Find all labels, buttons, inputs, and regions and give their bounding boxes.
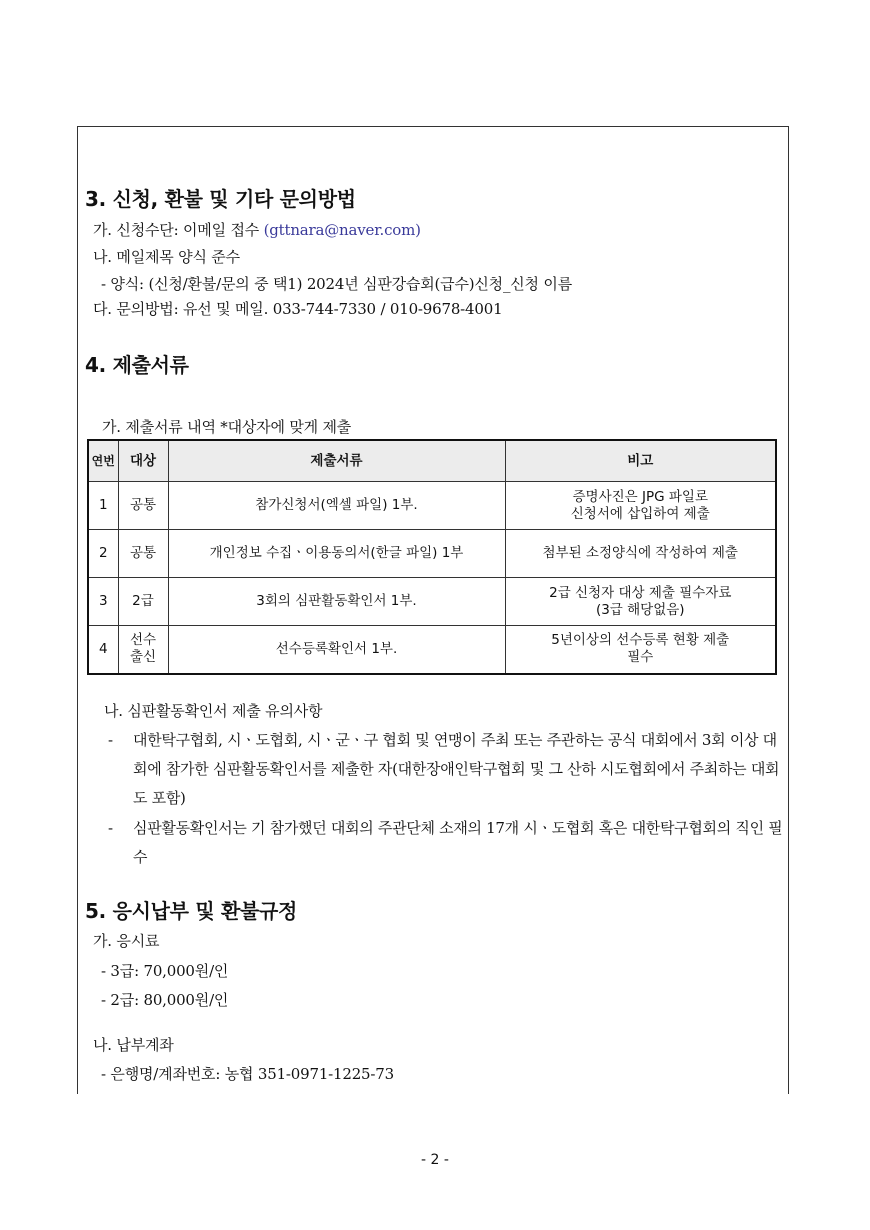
fee-grade-2: - 2급: 80,000원/인 — [101, 991, 229, 1009]
row-target: 2급 — [118, 578, 168, 626]
contact-email: (gttnara@naver.com) — [263, 221, 421, 239]
row-no: 1 — [88, 482, 118, 530]
header-no: 연번 — [88, 440, 118, 482]
row-target: 공통 — [118, 530, 168, 578]
bank-account: - 은행명/계좌번호: 농협 351-0971-1225-73 — [101, 1065, 394, 1083]
row-note: 5년이상의 선수등록 현황 제출 필수 — [505, 626, 776, 674]
row-document: 선수등록확인서 1부. — [168, 626, 505, 674]
section-5-item-a: 가. 응시료 — [93, 932, 160, 950]
section-5-heading: 5. 응시납부 및 환불규정 — [85, 899, 298, 923]
table-row — [88, 578, 776, 626]
page-number: - 2 - — [421, 1152, 449, 1168]
section-4-item-a: 가. 제출서류 내역 *대상자에 맞게 제출 — [102, 418, 352, 436]
section-3-item-b-format: - 양식: (신청/환불/문의 중 택1) 2024년 심판강습회(급수)신청_신청 이름 — [101, 275, 572, 293]
section-3-item-a — [93, 219, 421, 240]
row-note: 첨부된 소정양식에 작성하여 제출 — [505, 530, 776, 578]
row-document: 개인정보 수집ㆍ이용동의서(한글 파일) 1부 — [168, 530, 505, 578]
row-target: 공통 — [118, 482, 168, 530]
bullet-dash: - — [108, 819, 113, 837]
section-5-item-b: 나. 납부계좌 — [93, 1036, 174, 1054]
documents-table — [87, 439, 777, 675]
table-header-row — [88, 440, 776, 482]
header-note: 비고 — [505, 440, 776, 482]
row-target: 선수 출신 — [118, 626, 168, 674]
row-no: 4 — [88, 626, 118, 674]
table-row — [88, 482, 776, 530]
section-4-heading: 4. 제출서류 — [85, 353, 189, 377]
table-row — [88, 626, 776, 674]
row-no: 2 — [88, 530, 118, 578]
notice-bullet-1 — [108, 726, 786, 813]
section-3-item-b: 나. 메일제목 양식 준수 — [93, 248, 240, 266]
notice-text: 심판활동확인서는 기 참가했던 대회의 주관단체 소재의 17개 시ㆍ도협회 혹은 대한탁구협회의 직인 필수 — [133, 819, 783, 866]
header-document: 제출서류 — [168, 440, 505, 482]
row-note: 증명사진은 JPG 파일로 신청서에 삽입하여 제출 — [505, 482, 776, 530]
row-no: 3 — [88, 578, 118, 626]
row-note: 2급 신청자 대상 제출 필수자료 (3급 해당없음) — [505, 578, 776, 626]
row-document: 참가신청서(엑셀 파일) 1부. — [168, 482, 505, 530]
table-row — [88, 530, 776, 578]
section-4-item-b: 나. 심판활동확인서 제출 유의사항 — [104, 702, 323, 720]
section-3-item-c: 다. 문의방법: 유선 및 메일. 033-744-7330 / 010-9678-4001 — [93, 300, 503, 318]
bullet-dash: - — [108, 731, 113, 749]
row-document: 3회의 심판활동확인서 1부. — [168, 578, 505, 626]
fee-grade-3: - 3급: 70,000원/인 — [101, 962, 229, 980]
header-target: 대상 — [118, 440, 168, 482]
notice-text: 대한탁구협회, 시ㆍ도협회, 시ㆍ군ㆍ구 협회 및 연맹이 주최 또는 주관하는 공식 대회에서 3회 이상 대회에 참가한 심판활동확인서를 제출한 자(대한장애인탁구협회 및 그 산하 시도협회에서 주최하는 대회도 포함) — [133, 731, 780, 807]
submission-method-label: 가. 신청수단: 이메일 접수 — [93, 221, 260, 239]
section-3-heading: 3. 신청, 환불 및 기타 문의방법 — [85, 187, 356, 211]
notice-bullet-2 — [108, 814, 786, 872]
